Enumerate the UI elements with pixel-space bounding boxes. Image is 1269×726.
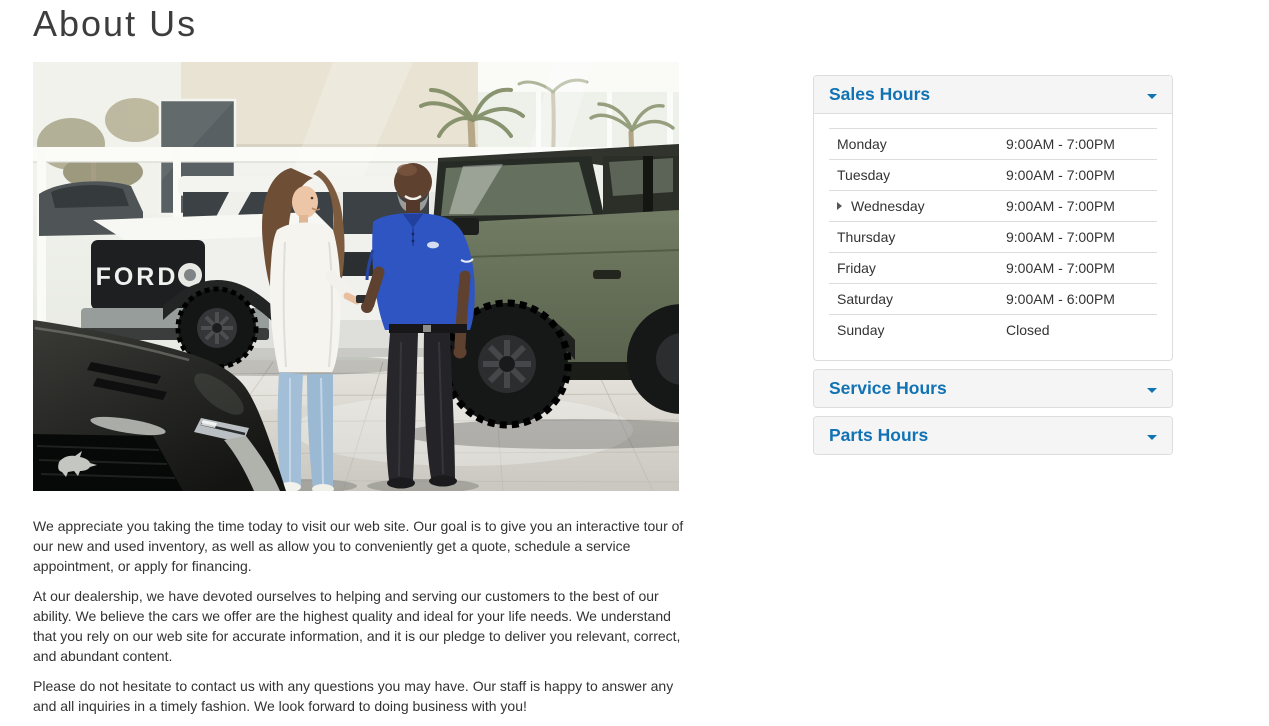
service-hours-title: Service Hours xyxy=(829,378,947,398)
current-day-icon xyxy=(837,202,842,210)
chevron-down-icon xyxy=(1147,94,1157,99)
day-label: Thursday xyxy=(837,229,896,245)
hours-value: 9:00AM - 7:00PM xyxy=(1006,229,1115,245)
sales-hours-body xyxy=(814,114,1172,360)
sales-hours-table xyxy=(829,128,1157,345)
hours-value: Closed xyxy=(1006,322,1050,338)
service-hours-panel xyxy=(813,369,1173,408)
hours-value: 9:00AM - 7:00PM xyxy=(1006,198,1115,214)
hours-value: 9:00AM - 6:00PM xyxy=(1006,291,1115,307)
about-text xyxy=(33,516,689,726)
hours-row-friday xyxy=(829,253,1157,284)
day-label: Wednesday xyxy=(851,198,925,214)
service-hours-header[interactable] xyxy=(814,370,1172,407)
hours-row-monday xyxy=(829,129,1157,160)
ford-grille-text: FORD xyxy=(95,263,179,291)
parts-hours-header[interactable] xyxy=(814,417,1172,454)
page-title: About Us xyxy=(33,3,198,44)
hours-value: 9:00AM - 7:00PM xyxy=(1006,260,1115,276)
about-paragraph-2: At our dealership, we have devoted ourselves to helping and serving our customers to the best of our ability. We believe the cars we offer are the highest quality and ideal for your life needs. We understand that you rely on our web site for accurate information, and it is our pledge to deliver you relevant, correct, and abundant content. xyxy=(33,588,681,664)
day-label: Saturday xyxy=(837,291,894,307)
hours-row-wednesday-current xyxy=(829,191,1157,222)
sales-hours-panel xyxy=(813,75,1173,361)
sales-hours-header[interactable] xyxy=(814,76,1172,114)
hours-value: 9:00AM - 7:00PM xyxy=(1006,136,1115,152)
day-label: Monday xyxy=(837,136,887,152)
parts-hours-panel xyxy=(813,416,1173,455)
about-paragraph-1: We appreciate you taking the time today to visit our web site. Our goal is to give you an interactive tour of our new and used inventory, as well as allow you to conveniently get a quote, schedule a service appointment, or apply for financing. xyxy=(33,518,684,574)
about-paragraph-3: Please do not hesitate to contact us with any questions you may have. Our staff is happy to answer any and all inquiries in a timely fashion. We look forward to doing business with you! xyxy=(33,678,674,714)
hours-row-tuesday xyxy=(829,160,1157,191)
day-label: Tuesday xyxy=(837,167,891,183)
hours-column xyxy=(813,75,1173,463)
chevron-down-icon xyxy=(1147,435,1157,440)
hours-value: 9:00AM - 7:00PM xyxy=(1006,167,1115,183)
day-label: Sunday xyxy=(837,322,885,338)
sales-hours-title: Sales Hours xyxy=(829,84,931,104)
hours-row-sunday xyxy=(829,315,1157,346)
parts-hours-title: Parts Hours xyxy=(829,425,929,445)
hours-row-thursday xyxy=(829,222,1157,253)
dealership-showroom-photo xyxy=(33,62,679,491)
hours-row-saturday xyxy=(829,284,1157,315)
day-label: Friday xyxy=(837,260,876,276)
chevron-down-icon xyxy=(1147,388,1157,393)
